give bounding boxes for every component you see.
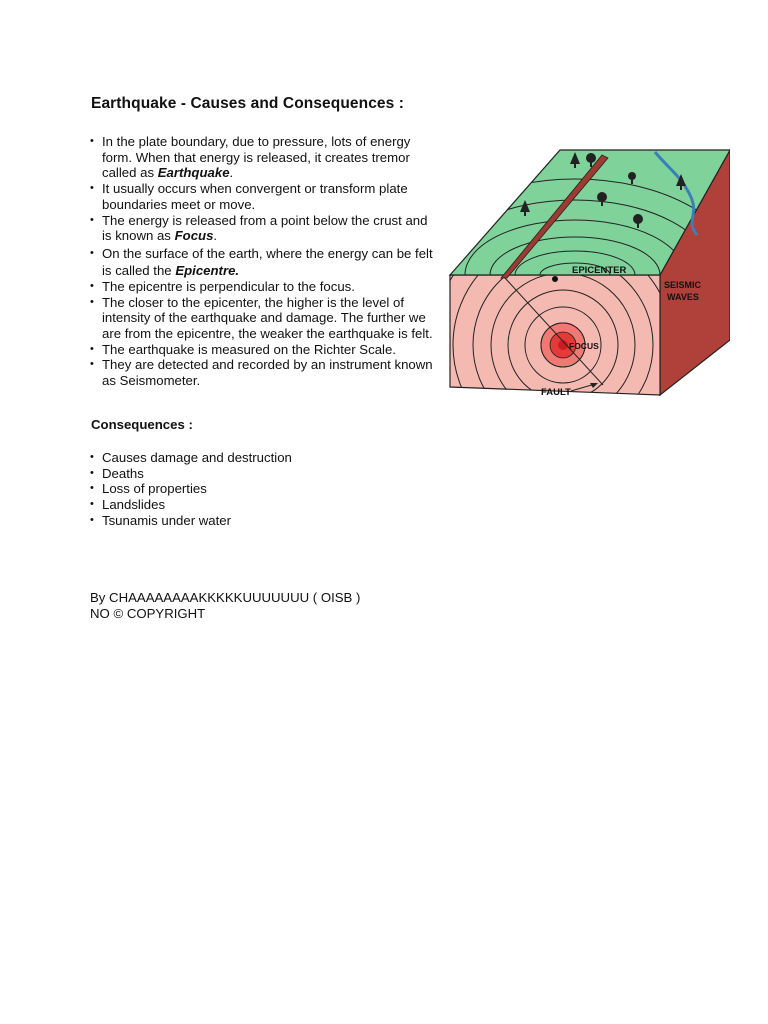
list-item: • The earthquake is measured on the Richter Scale.: [90, 341, 396, 357]
epicenter-label: EPICENTER: [572, 265, 627, 276]
page-title: Earthquake - Causes and Consequences :: [91, 95, 405, 112]
seismic-label: SEISMIC: [664, 280, 702, 290]
author-line: By CHAAAAAAAAKKKKKUUUUUUU ( OISB ): [90, 590, 361, 605]
copyright-line: NO © COPYRIGHT: [90, 605, 206, 621]
list-item: • The closer to the epicenter, the higher is the level of intensity of the earthquake and damage. The further we are from the epicentre, the weaker the earthquake is felt.: [90, 294, 433, 342]
list-item: • Landslides: [90, 497, 166, 513]
list-item: • Tsunamis under water: [90, 512, 232, 528]
waves-label: WAVES: [667, 292, 699, 302]
epicenter-point: [552, 276, 558, 282]
list-item: • On the surface of the earth, where the energy can be felt is called the Epicentre.: [90, 245, 433, 278]
list-item: • The energy is released from a point below the crust and is known as Focus.: [90, 212, 428, 244]
list-item: • Causes damage and destruction: [90, 450, 292, 465]
list-item: • The epicentre is perpendicular to the focus.: [90, 278, 355, 294]
list-item: • They are detected and recorded by an instrument known as Seismometer.: [90, 357, 433, 389]
list-item: • Deaths: [90, 465, 144, 481]
focus-label: FOCUS: [569, 341, 599, 351]
consequences-list: [90, 450, 435, 529]
list-item: • In the plate boundary, due to pressure, lots of energy form. When that energy is released, it creates tremor called as Earthquake.: [90, 134, 411, 181]
consequences-heading: Consequences :: [91, 417, 193, 432]
list-item: • Loss of properties: [90, 481, 207, 497]
author-credit: [90, 590, 360, 621]
fault-label: FAULT: [541, 387, 571, 398]
earthquake-diagram: [445, 140, 730, 405]
causes-list: [90, 134, 435, 389]
list-item: • It usually occurs when convergent or transform plate boundaries meet or move.: [90, 181, 408, 212]
